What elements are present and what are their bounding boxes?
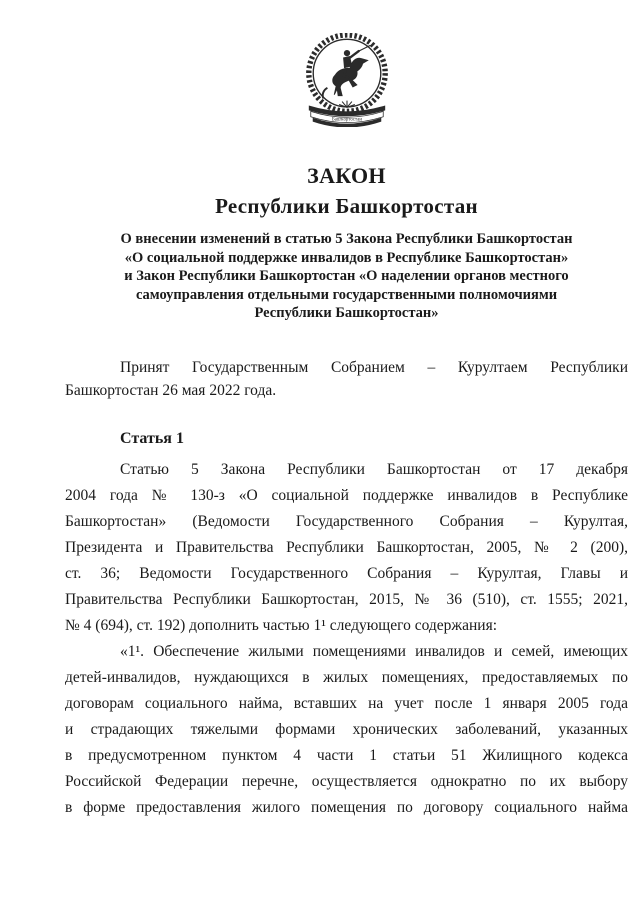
heading-line: Республики Башкортостан»	[254, 305, 439, 321]
article-1-paragraph-1	[65, 457, 628, 639]
body-line: в форме предоставления жилого помещения по договору социального найма	[65, 798, 628, 816]
heading-line: «О социальной поддержке инвалидов в Республике Башкортостан»	[124, 249, 569, 266]
heading-line: О внесении изменений в статью 5 Закона Республики Башкортостан	[120, 231, 573, 247]
body-line: № 4 (694), ст. 192) дополнить частью 1¹ следующего содержания:	[65, 616, 498, 634]
body-line: Башкортостан» (Ведомости Государственного Собрания – Курултая,	[65, 512, 628, 530]
body-line: договорам социального найма, вставших на учет после 1 января 2005 года	[65, 694, 628, 712]
emblem-ribbon-text: Башҡортостан	[331, 117, 362, 123]
body-line: Статью 5 Закона Республики Башкортостан от 17 декабря	[120, 460, 628, 478]
body-line: ст. 36; Ведомости Государственного Собрания – Курултая, Главы и	[65, 564, 628, 582]
body-line: Правительства Республики Башкортостан, 2015, № 36 (510), ст. 1555; 2021,	[65, 590, 628, 608]
heading-line: и Закон Республики Башкортостан «О наделении органов местного	[124, 268, 569, 284]
title-word-law: ЗАКОН	[307, 163, 386, 188]
adoption-clause	[65, 356, 628, 402]
coat-of-arms-icon	[65, 33, 628, 127]
document-subject-heading	[65, 230, 628, 323]
body-line: детей-инвалидов, нуждающихся в жилых помещениях, предоставляемых по	[65, 668, 628, 686]
title-republic: Республики Башкортостан	[215, 194, 478, 218]
adoption-line: Башкортостан 26 мая 2022 года.	[65, 381, 277, 399]
body-line: Президента и Правительства Республики Башкортостан, 2005, № 2 (200),	[65, 538, 628, 556]
body-line: в предусмотренном пунктом 4 части 1 статьи 51 Жилищного кодекса	[65, 746, 628, 764]
body-line: «1¹. Обеспечение жилыми помещениями инвалидов и семей, имеющих	[120, 642, 628, 660]
body-line: Российской Федерации перечне, осуществляется однократно по их выбору	[65, 772, 628, 790]
body-line: и страдающих тяжелыми формами хронических заболеваний, указанных	[65, 720, 628, 738]
heading-line: самоуправления отдельными государственными полномочиями	[135, 286, 558, 303]
article-1-paragraph-2	[65, 639, 628, 821]
article-1-heading: Статья 1	[120, 429, 184, 447]
adoption-line: Принят Государственным Собранием – Курултаем Республики	[120, 358, 628, 376]
document-title	[65, 161, 628, 221]
body-line: 2004 года № 130-з «О социальной поддержке инвалидов в Республике	[65, 486, 628, 504]
